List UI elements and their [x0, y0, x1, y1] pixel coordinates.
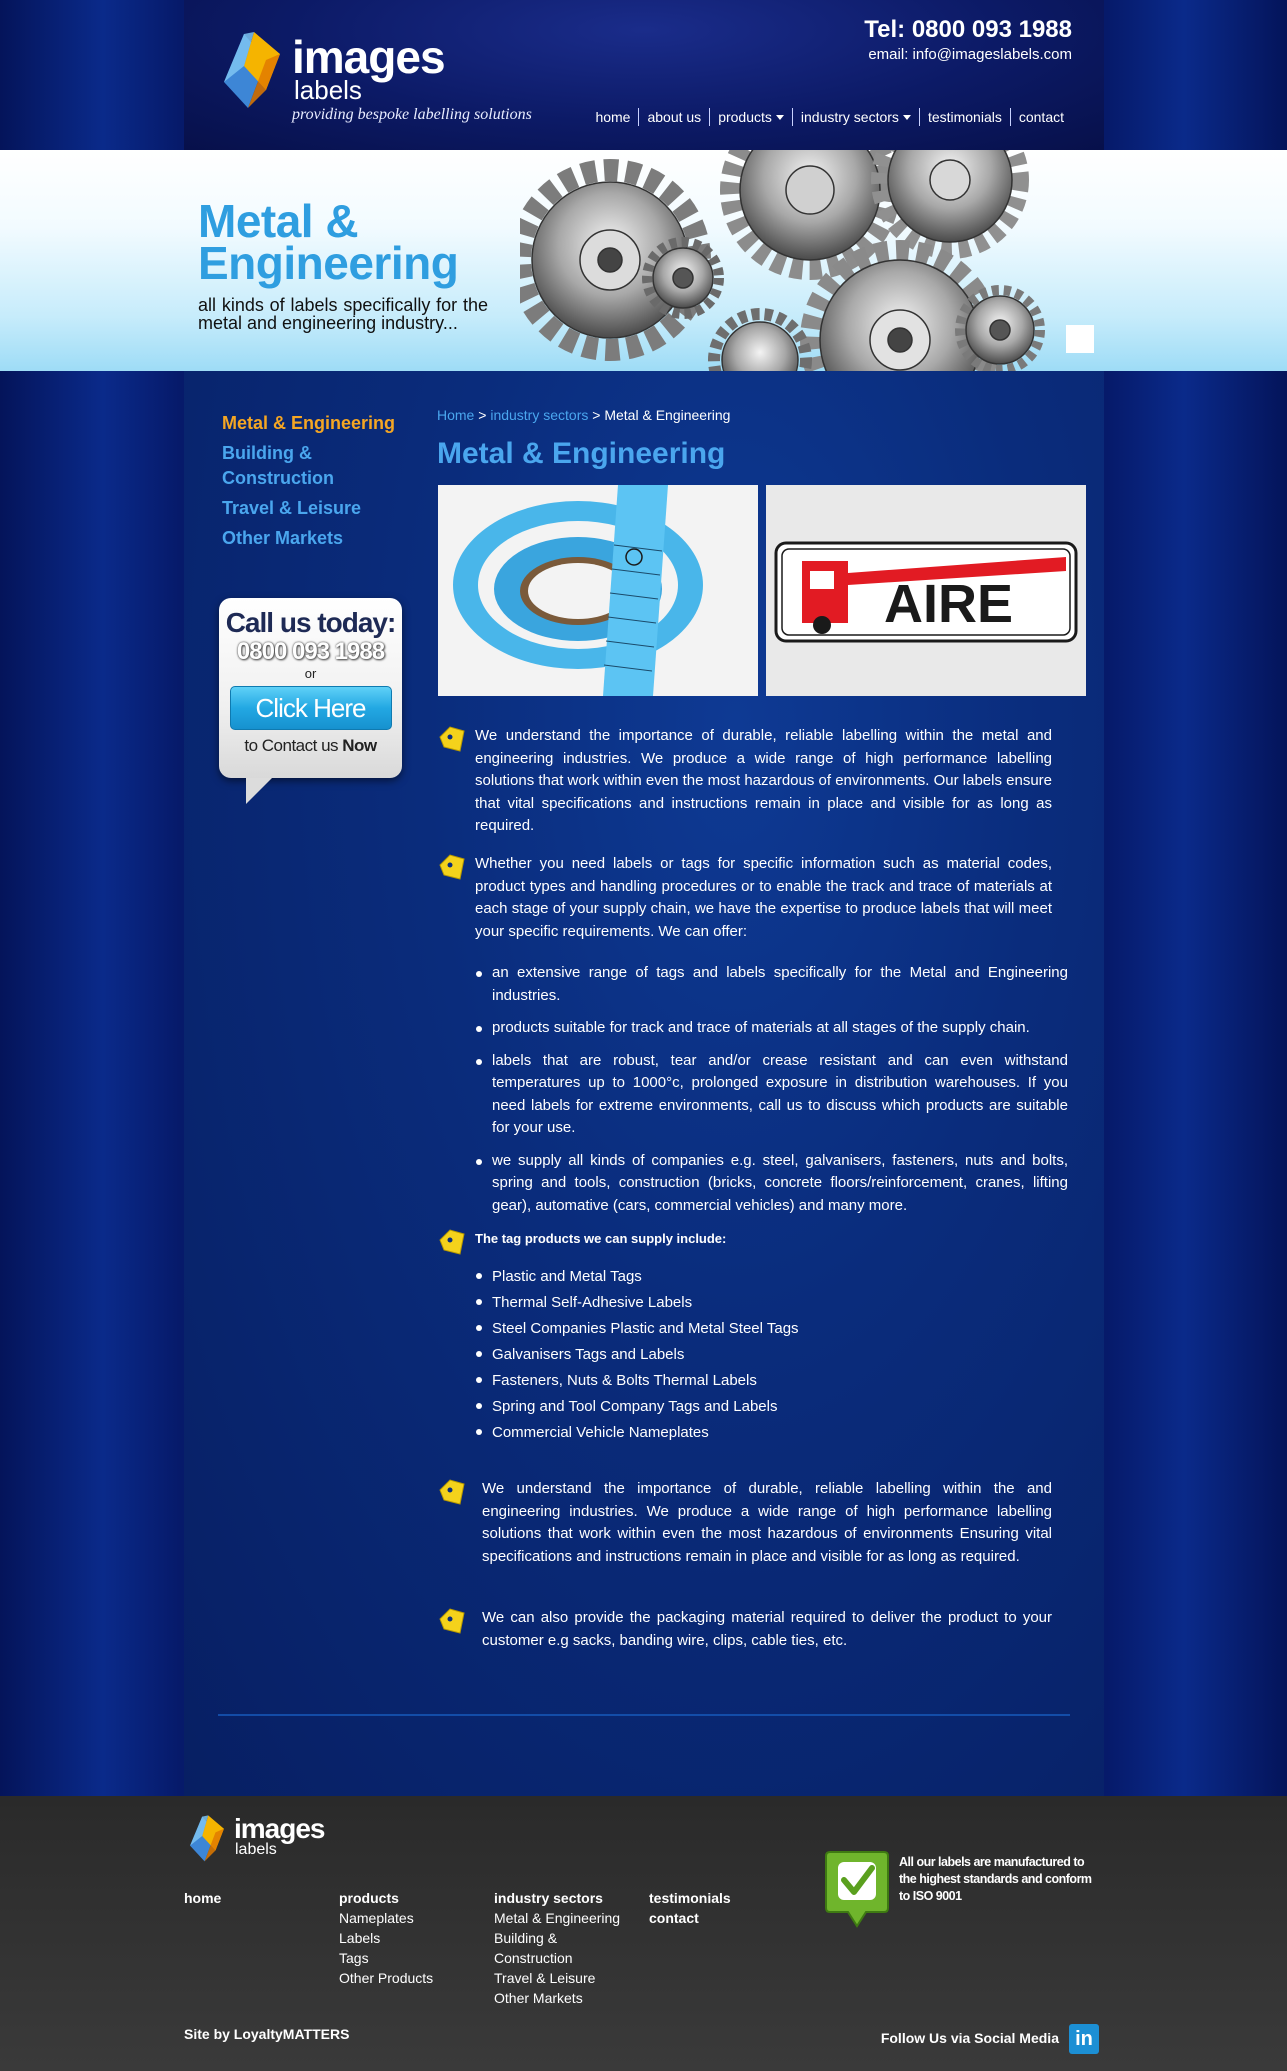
- breadcrumb-industry-sectors[interactable]: industry sectors: [490, 407, 589, 423]
- tag-roll-image: [438, 485, 758, 696]
- banner-title: [198, 195, 459, 289]
- header-email[interactable]: email: info@imageslabels.com: [868, 46, 1072, 63]
- nav-testimonials[interactable]: [919, 108, 1010, 126]
- footer-logo[interactable]: [184, 1814, 324, 1864]
- site-credit-link[interactable]: Site by LoyaltyMATTERS: [184, 2026, 350, 2042]
- logo-diamond-icon: [214, 30, 290, 112]
- footer-link-industry-sectors[interactable]: industry sectors: [494, 1890, 603, 1906]
- footer-link-other-products[interactable]: Other Products: [339, 1970, 434, 1986]
- offer-list: [475, 962, 1068, 1217]
- list-item: Galvanisers Tags and Labels: [475, 1342, 1078, 1368]
- nav-about-us[interactable]: [638, 108, 709, 126]
- follow-us-label: Follow Us via Social Media: [880, 2030, 1059, 2046]
- footer-link-products[interactable]: products: [339, 1890, 399, 1906]
- nav-about-label: about us: [647, 109, 702, 125]
- feature-block-tag-products: [438, 1228, 1078, 1446]
- list-item: an extensive range of tags and labels specifically for the Metal and Engineering industries.: [475, 962, 1068, 1007]
- yellow-tag-icon: [438, 725, 466, 753]
- nav-sectors-label: industry sectors: [800, 109, 899, 125]
- nav-products[interactable]: [709, 108, 792, 126]
- footer-logo-subword: labels: [235, 1841, 277, 1858]
- sidebar-item-travel-leisure[interactable]: Travel & Leisure: [222, 498, 362, 518]
- breadcrumb-current: Metal & Engineering: [604, 407, 731, 423]
- nav-contact-label: contact: [1018, 109, 1064, 125]
- click-here-button[interactable]: Click Here: [230, 686, 392, 730]
- footer-col-home: [184, 1888, 221, 1908]
- footer-link-metal-engineering[interactable]: Metal & Engineering: [494, 1910, 621, 1926]
- main-content-area: [184, 371, 1104, 1796]
- aire-nameplate-image: [766, 485, 1086, 696]
- paragraph-packaging: We can also provide the packaging material required to deliver the product to your customer e.g sacks, banding wire, clips, cable ties, etc.: [482, 1609, 1052, 1649]
- list-item: Plastic and Metal Tags: [475, 1264, 1078, 1290]
- footer-col-misc: [649, 1888, 731, 1928]
- yellow-tag-icon: [438, 1478, 466, 1506]
- blue-tag-roll-photo: [438, 485, 758, 696]
- nav-testimonials-label: testimonials: [927, 109, 1002, 125]
- list-item: Commercial Vehicle Nameplates: [475, 1420, 1078, 1446]
- site-header: [184, 0, 1104, 150]
- footer-link-construction[interactable]: Construction: [494, 1950, 573, 1966]
- banner-slide-indicator[interactable]: [1066, 325, 1094, 353]
- iso-badge: [824, 1850, 1104, 1930]
- paragraph-intro: We understand the importance of durable, reliable labelling within the metal and engineering industries. We produce a wide range of high performance labelling solutions that work within even the most hazardous of environments. Our labels ensure that vital specifications and instructions remain in place and visible for as long as required.: [475, 727, 1052, 834]
- callout-phone-number[interactable]: 0800 093 1988: [236, 638, 385, 665]
- call-us-box: [219, 598, 402, 778]
- breadcrumb-separator: >: [474, 407, 491, 423]
- linkedin-icon[interactable]: in: [1069, 2024, 1099, 2054]
- page-title: Metal & Engineering: [437, 437, 726, 470]
- aire-logo-text: AIRE: [884, 574, 1014, 634]
- logo-diamond-icon: [184, 1814, 230, 1864]
- footer-link-home[interactable]: home: [184, 1890, 222, 1906]
- footer-link-travel-leisure[interactable]: Travel & Leisure: [494, 1970, 596, 1986]
- banner-title-line1: Metal &: [198, 195, 359, 247]
- callout-contact-prefix: to Contact us: [244, 736, 343, 755]
- yellow-tag-icon: [438, 1228, 466, 1256]
- list-item: Spring and Tool Company Tags and Labels: [475, 1394, 1078, 1420]
- checkmark-badge-icon: [824, 1850, 890, 1930]
- footer-link-building[interactable]: Building &: [494, 1930, 558, 1946]
- list-item: labels that are robust, tear and/or crease resistant and can even withstand temperatures up to 1000°c, prolonged exposure in distribution warehouses. If you need labels for extreme environments, call us to discuss which products are suitable for your use.: [475, 1050, 1068, 1140]
- site-footer: [0, 1796, 1287, 2071]
- banner-title-line2: Engineering: [198, 237, 459, 289]
- feature-block-packaging: [438, 1607, 1078, 1652]
- callout-contact-text: [219, 736, 402, 756]
- gears-image: [520, 150, 1060, 371]
- footer-link-tags[interactable]: Tags: [339, 1950, 369, 1966]
- logo-wordmark: images: [292, 31, 445, 83]
- breadcrumb: [437, 407, 730, 423]
- nav-home-label: home: [595, 109, 631, 125]
- callout-or: or: [304, 666, 317, 681]
- site-tagline: providing bespoke labelling solutions: [292, 106, 532, 123]
- content-divider: [218, 1714, 1070, 1716]
- footer-logo-wordmark: images: [234, 1813, 325, 1844]
- feature-block-durable: [438, 725, 1078, 838]
- callout-contact-now: Now: [342, 736, 377, 755]
- sidebar-item-metal-engineering[interactable]: Metal & Engineering: [222, 413, 396, 433]
- tag-products-list: [475, 1264, 1078, 1446]
- footer-link-nameplates[interactable]: Nameplates: [339, 1910, 414, 1926]
- nav-home[interactable]: [587, 108, 638, 126]
- chevron-down-icon: [776, 115, 784, 120]
- list-item: Fasteners, Nuts & Bolts Thermal Labels: [475, 1368, 1078, 1394]
- footer-link-testimonials[interactable]: testimonials: [649, 1890, 731, 1906]
- yellow-tag-icon: [438, 1607, 466, 1635]
- paragraph-hazardous: We understand the importance of durable, reliable labelling within the and engineering industries. We produce a wide range of high performance labelling solutions that work within even the most hazardous of environments Ensuring vital specifications and instructions remain in place and visible for as long as required.: [482, 1480, 1052, 1565]
- sidebar-navigation: [222, 411, 422, 556]
- banner-subtitle: all kinds of labels specifically for the metal and engineering industry...: [198, 295, 488, 333]
- list-item: Steel Companies Plastic and Metal Steel Tags: [475, 1316, 1078, 1342]
- footer-col-products: [339, 1888, 433, 1988]
- footer-link-other-markets[interactable]: Other Markets: [494, 1990, 583, 2006]
- hero-banner: [0, 150, 1287, 371]
- footer-link-labels[interactable]: Labels: [339, 1930, 381, 1946]
- breadcrumb-home[interactable]: Home: [437, 407, 475, 423]
- nav-industry-sectors[interactable]: [792, 108, 919, 126]
- tag-products-heading: The tag products we can supply include:: [475, 1231, 727, 1246]
- top-navigation: [587, 108, 1072, 126]
- header-telephone[interactable]: Tel: 0800 093 1988: [864, 16, 1072, 43]
- feature-block-offer: [438, 853, 1078, 1217]
- footer-col-sectors: [494, 1888, 620, 2008]
- list-item: we supply all kinds of companies e.g. steel, galvanisers, fasteners, nuts and bolts, spring and tools, construction (bricks, concrete floors/reinforcement, cranes, lifting gear), automative (cars, commercial vehicles) and many more.: [475, 1150, 1068, 1218]
- sidebar-item-building-construction[interactable]: Building & Construction: [222, 443, 334, 488]
- nav-contact[interactable]: [1010, 108, 1072, 126]
- aire-nameplate-photo: [766, 485, 1086, 696]
- logo-subword: labels: [294, 75, 362, 105]
- feature-block-hazardous: [438, 1478, 1078, 1568]
- footer-link-contact[interactable]: contact: [649, 1910, 699, 1926]
- yellow-tag-icon: [438, 853, 466, 881]
- paragraph-offer: Whether you need labels or tags for specific information such as material codes, product types and handling procedures or to enable the track and trace of materials at each stage of your supply chain, we have the expertise to produce labels that will meet your specific requirements. We can offer:: [475, 855, 1052, 940]
- breadcrumb-separator: >: [588, 407, 605, 423]
- chevron-down-icon: [903, 115, 911, 120]
- list-item: Thermal Self-Adhesive Labels: [475, 1290, 1078, 1316]
- nav-products-label: products: [718, 109, 772, 125]
- speech-bubble-tail: [246, 778, 272, 804]
- callout-title: Call us today:: [225, 607, 396, 638]
- list-item: products suitable for track and trace of materials at all stages of the supply chain.: [475, 1017, 1068, 1040]
- sidebar-item-other-markets[interactable]: Other Markets: [222, 528, 344, 548]
- iso-statement: All our labels are manufactured to the highest standards and conform to ISO 9001: [899, 1855, 1092, 1903]
